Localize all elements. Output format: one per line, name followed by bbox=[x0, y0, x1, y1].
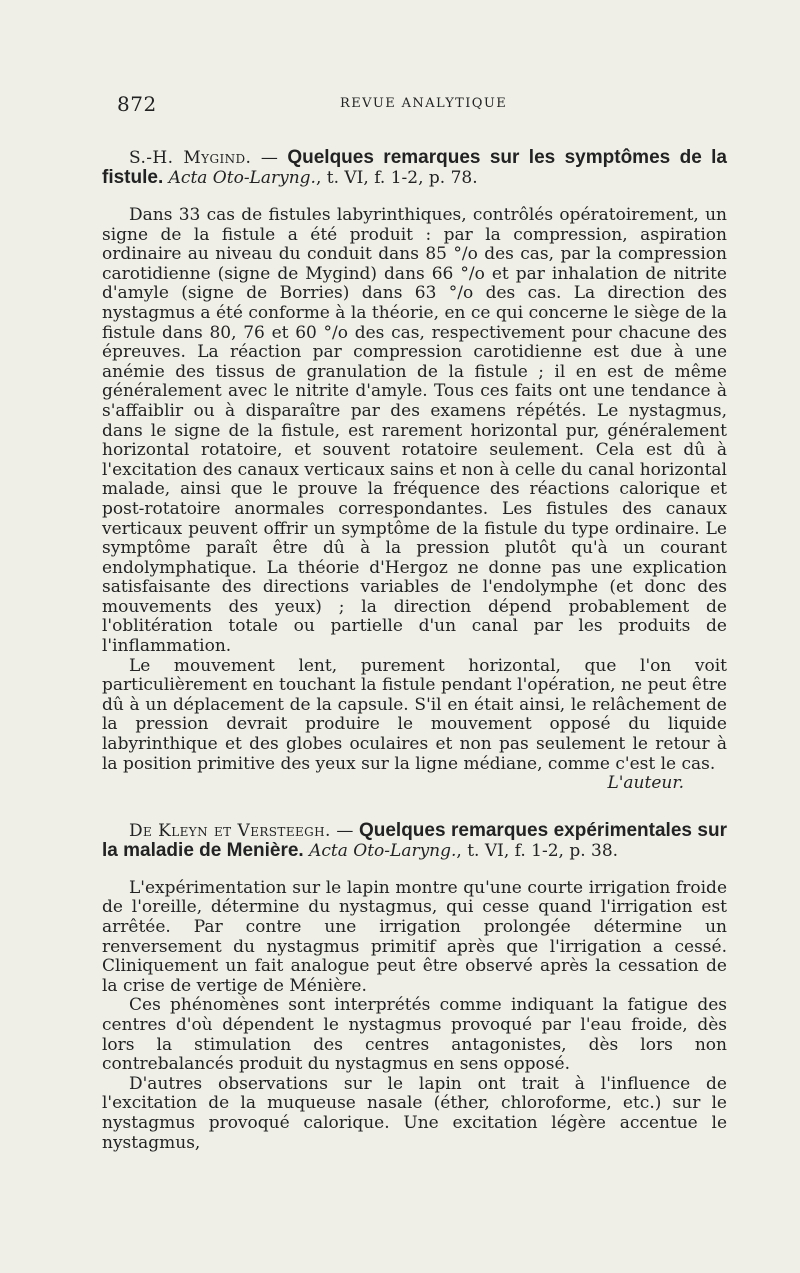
journal-name: Acta Oto-Laryng. bbox=[309, 840, 457, 861]
journal-reference: , t. VI, f. 1-2, p. 38. bbox=[456, 840, 619, 861]
page-content bbox=[102, 148, 727, 1153]
body-paragraph: Le mouvement lent, purement horizontal, que l'on voit particulièrement en touchant la fistule pendant l'opération, ne peut être dû à un déplacement de la capsule. S'il en était ainsi, le relâchement de la pression devrait produire le mouvement opposé du liquide labyrinthique et des globes oculaires et non pas seulement le retour à la position primitive des yeux sur la ligne médiane, comme c'est le cas. bbox=[102, 655, 727, 774]
article-title: Quelques remarques sur les symptômes de la fistule. bbox=[102, 147, 727, 188]
article-heading bbox=[102, 821, 727, 861]
running-title: REVUE ANALYTIQUE bbox=[340, 96, 508, 111]
article-heading bbox=[102, 148, 727, 188]
heading-separator: — bbox=[260, 148, 278, 168]
body-paragraph: Ces phénomènes sont interprétés comme indiquant la fatigue des centres d'où dépendent le nystagmus provoqué par l'eau froide, dès lors la stimulation des centres antagonistes, dès lors non contrebalancés produit du nystagmus en sens opposé. bbox=[102, 995, 727, 1075]
body-paragraph: Dans 33 cas de fistules labyrinthiques, contrôlés opératoirement, un signe de la fistule a été produit : par la compression, aspiration ordinaire au niveau du conduit dans 85 °/o des cas, par la compression carotidienne (signe de Mygind) dans 66 °/o et par inhalation de nitrite d'amyle (signe de Borries) dans 63 °/o des cas. La direction des nystagmus a été conforme à la théorie, en ce qui concerne le siège de la fistule dans 80, 76 et 60 °/o des cas, respectivement pour chacune des épreuves. La réaction par compression carotidienne est due à une anémie des tissus de granulation de la fistule ; il en est de même généralement avec le nitrite d'amyle. Tous ces faits ont une tendance à s'affaiblir ou à disparaître par des examens répétés. Le nystagmus, dans le signe de la fistule, est rarement horizontal pur, généralement horizontal rotatoire, et souvent rotatoire seulement. Cela est dû à l'excitation des canaux verticaux sains et non à celle du canal horizontal malade, ainsi que le prouve la fréquence des réactions calorique et post-rotatoire anormales correspondantes. Les fistules des canaux verticaux peuvent offrir un symptôme de la fistule du type ordinaire. Le symptôme paraît être dû à la pression plutôt qu'à un courant endolymphatique. La théorie d'Hergoz ne donne pas une explication satisfaisante des directions variables de l'endolymphe (et donc des mouvements des yeux) ; la direction dépend probablement de l'oblitération totale ou partielle d'un canal par les produits de l'inflammation. bbox=[102, 205, 727, 657]
journal-name: Acta Oto-Laryng. bbox=[168, 168, 316, 188]
journal-reference: , t. VI, f. 1-2, p. 78. bbox=[315, 168, 478, 188]
article-de-kleyn-versteegh bbox=[102, 821, 727, 1153]
page-number: 872 bbox=[117, 92, 157, 116]
body-paragraph: L'expérimentation sur le lapin montre qu'une courte irrigation froide de l'oreille, détermine du nystagmus, qui cesse quand l'irrigation est arrêtée. Par contre une irrigation prolongée détermine un renversement du nystagmus primitif après que l'irrigation a cessé. Cliniquement un fait analogue peut être observé après la cessation de la crise de vertige de Ménière. bbox=[102, 877, 727, 996]
heading-separator: — bbox=[336, 820, 354, 841]
article-author: De Kleyn et Versteegh. bbox=[129, 820, 331, 841]
article-title: Quelques remarques expérimentales sur la maladie de Menière. bbox=[102, 819, 727, 861]
body-paragraph: D'autres observations sur le lapin ont trait à l'influence de l'excitation de la muqueuse nasale (éther, chloroforme, etc.) sur le nystagmus provoqué calorique. Une excitation légère accentue le nystagmus, bbox=[102, 1073, 727, 1153]
article-mygind bbox=[102, 148, 727, 794]
article-author: S.-H. Mygind. bbox=[129, 148, 252, 168]
article-signature: L'auteur. bbox=[607, 773, 684, 794]
page-header bbox=[105, 86, 725, 116]
